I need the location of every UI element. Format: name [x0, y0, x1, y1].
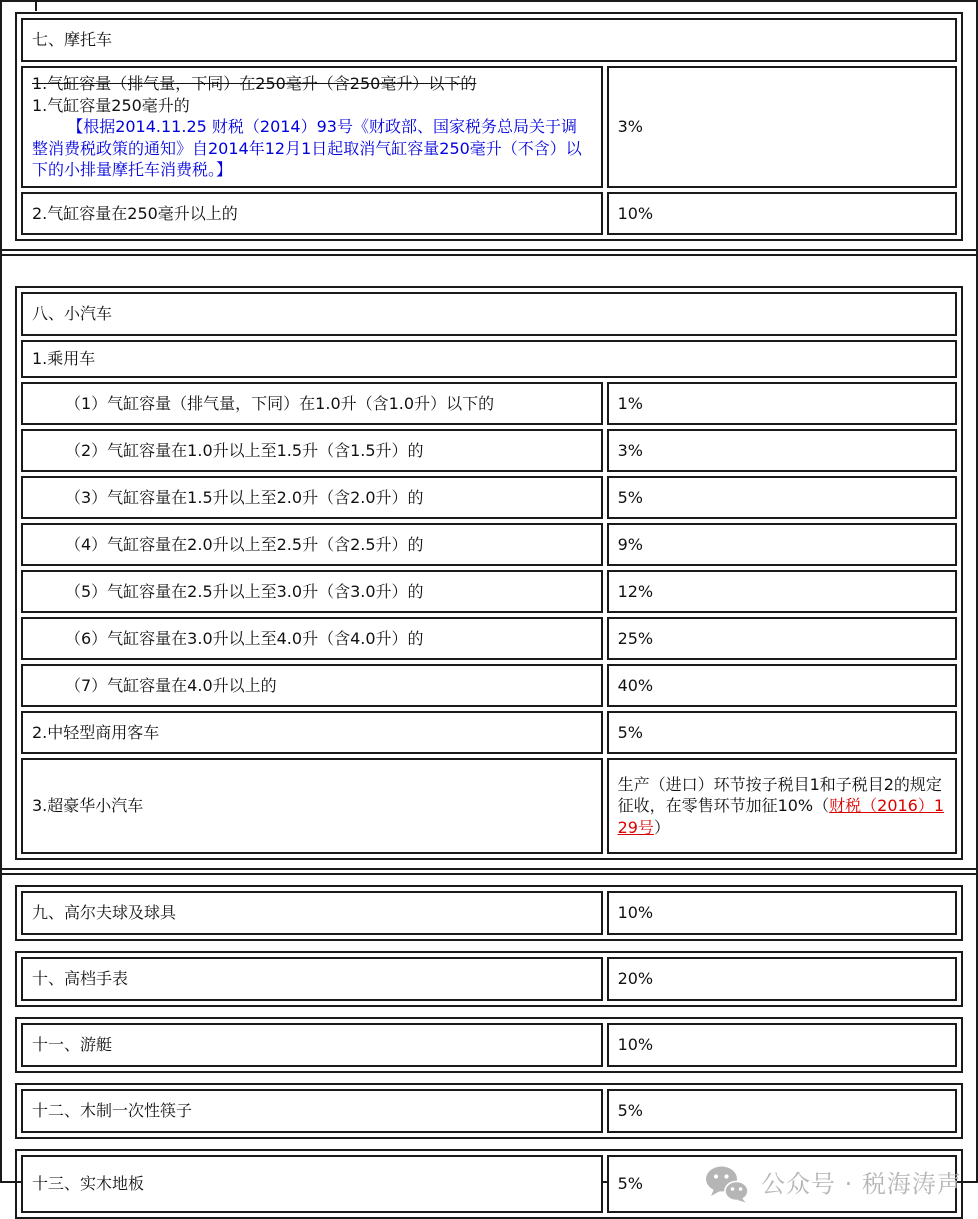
item-text: （3）气缸容量在1.5升以上至2.0升（含2.0升）的: [21, 476, 603, 519]
table-row: [21, 617, 957, 660]
policy-note-text: 【根据2014.11.25 财税（2014）93号《财政部、国家税务总局关于调整消费税政策的通知》自2014年12月1日起取消气缸容量250毫升（不含）以下的小排量摩托车消费税。】: [32, 117, 582, 180]
table-row: [21, 1089, 957, 1133]
section-title-motorcycle: 七、摩托车: [21, 18, 957, 62]
struck-item-text: 1.气缸容量（排气量，下同）在250毫升（含250毫升）以下的: [32, 74, 477, 93]
section-luxury-watch: [15, 951, 963, 1007]
tax-rate: 3%: [607, 429, 957, 472]
item-text-ultra-luxury-car: 3.超豪华小汽车: [21, 758, 603, 854]
table-row: [21, 429, 957, 472]
table-row: [21, 891, 957, 935]
section-wooden-chopsticks: [15, 1083, 963, 1139]
tax-rate: 5%: [617, 1174, 643, 1194]
table-row: [21, 758, 957, 854]
table-row: [21, 382, 957, 425]
tax-rule-text: 生产（进口）环节按子税目1和子税目2的规定征收，在零售环节加征10%（: [617, 774, 942, 816]
tax-rate: 5%: [607, 476, 957, 519]
item-text: （5）气缸容量在2.5升以上至3.0升（含3.0升）的: [21, 570, 603, 613]
table-row: [21, 476, 957, 519]
section-title-car: 八、小汽车: [21, 292, 957, 336]
tax-rate: 1%: [607, 382, 957, 425]
item-text: 十、高档手表: [21, 957, 603, 1001]
section-divider: [2, 868, 976, 875]
table-row: [21, 711, 957, 754]
table-row: [21, 192, 957, 235]
item-text: 2.气缸容量在250毫升以上的: [21, 192, 603, 235]
tax-rate: 10%: [607, 891, 957, 935]
item-text: （4）气缸容量在2.0升以上至2.5升（含2.5升）的: [21, 523, 603, 566]
item-text: （7）气缸容量在4.0升以上的: [21, 664, 603, 707]
wechat-icon: [705, 1165, 749, 1203]
watermark-text: 公众号 · 税海涛声: [760, 1169, 962, 1198]
table-edge-artifact: [35, 2, 37, 11]
section-golf: [15, 885, 963, 941]
tax-rate: 5%: [607, 711, 957, 754]
item-text: 1.气缸容量250毫升的: [32, 95, 190, 115]
table-row: [21, 957, 957, 1001]
tax-rate: 20%: [607, 957, 957, 1001]
table-row: [21, 523, 957, 566]
item-text: 十一、游艇: [21, 1023, 603, 1067]
item-text: 九、高尔夫球及球具: [21, 891, 603, 935]
tax-rate: 10%: [607, 192, 957, 235]
tax-rate: 10%: [607, 1023, 957, 1067]
tax-rate: 9%: [607, 523, 957, 566]
tax-rate-cell: [607, 1155, 962, 1213]
tax-rate: 40%: [607, 664, 957, 707]
section-motorcycle: [15, 12, 963, 241]
section-divider: [2, 249, 976, 256]
section-car: [15, 286, 963, 860]
tax-rate: 5%: [607, 1089, 957, 1133]
item-cell-motorcycle-250ml: [21, 66, 603, 188]
table-row: [21, 66, 957, 188]
item-text: 十二、木制一次性筷子: [21, 1089, 603, 1133]
tax-rate: 3%: [607, 66, 957, 188]
table-row: [21, 1023, 957, 1067]
table-row: [21, 664, 957, 707]
tax-rule-cell: [607, 758, 957, 854]
caishui-2016-129-link[interactable]: 财税（2016）129号: [617, 796, 945, 837]
table-row: [21, 1155, 957, 1213]
tax-rate: 12%: [607, 570, 957, 613]
section-yacht: [15, 1017, 963, 1073]
tax-rate: 25%: [607, 617, 957, 660]
wechat-watermark: [705, 1165, 962, 1203]
subsection-title-passenger-car: 1.乘用车: [21, 340, 957, 378]
table-row: [21, 570, 957, 613]
section-solid-wood-flooring: [15, 1149, 963, 1219]
tax-rule-text-closing: ）: [653, 817, 670, 837]
item-text: 十三、实木地板: [21, 1155, 603, 1213]
item-text: （1）气缸容量（排气量，下同）在1.0升（含1.0升）以下的: [21, 382, 603, 425]
item-text: （6）气缸容量在3.0升以上至4.0升（含4.0升）的: [21, 617, 603, 660]
item-text: 2.中轻型商用客车: [21, 711, 603, 754]
item-text: （2）气缸容量在1.0升以上至1.5升（含1.5升）的: [21, 429, 603, 472]
